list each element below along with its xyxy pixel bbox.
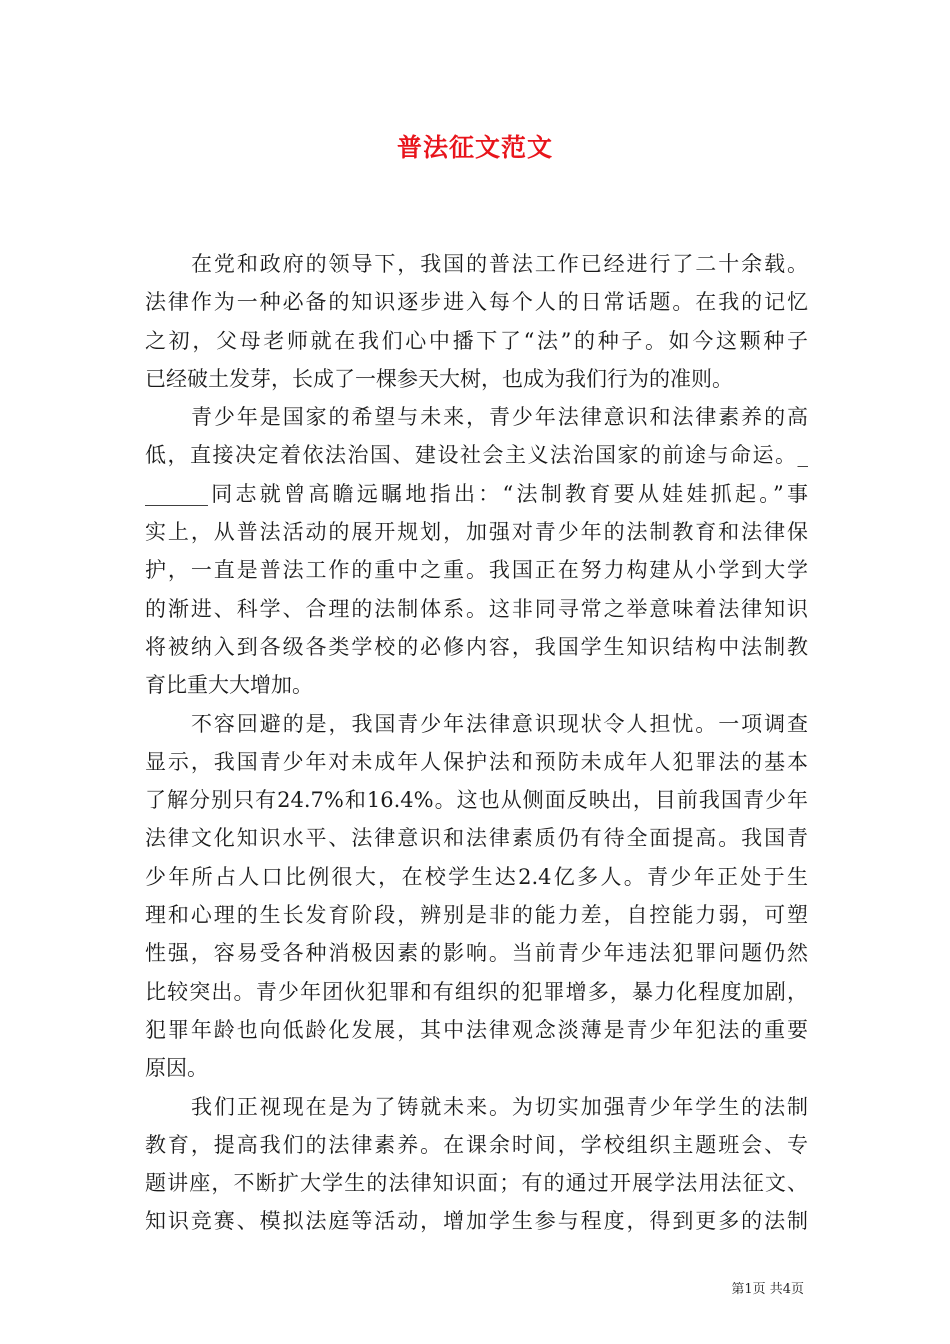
text-line: 低，直接决定着依法治国、建设社会主义法治国家的前途与命运。_ bbox=[145, 443, 808, 468]
text-line: 法律文化知识水平、法律意识和法律素质仍有待全面提高。我国青 bbox=[145, 826, 808, 851]
text-line: 犯罪年龄也向低龄化发展，其中法律观念淡薄是青少年犯法的重要 bbox=[145, 1017, 808, 1042]
text-line: 实上，从普法活动的展开规划，加强对青少年的法制教育和法律保 bbox=[145, 520, 808, 545]
text-line: 性强，容易受各种消极因素的影响。当前青少年违法犯罪问题仍然 bbox=[145, 941, 808, 966]
text-line: 我们正视现在是为了铸就未来。为切实加强青少年学生的法制 bbox=[191, 1094, 808, 1119]
text-line: 的渐进、科学、合理的法制体系。这非同寻常之举意味着法律知识 bbox=[145, 596, 808, 621]
text-line: 教育，提高我们的法律素养。在课余时间，学校组织主题班会、专 bbox=[145, 1132, 808, 1157]
text-line: 之初，父母老师就在我们心中播下了“法”的种子。如今这颗种子 bbox=[145, 328, 808, 353]
text-line: 法律作为一种必备的知识逐步进入每个人的日常话题。在我的记忆 bbox=[145, 290, 808, 315]
text-line: 护，一直是普法工作的重中之重。我国正在努力构建从小学到大学 bbox=[145, 558, 808, 583]
text-line: 不容回避的是，我国青少年法律意识现状令人担忧。一项调查 bbox=[191, 711, 808, 736]
text-line: 理和心理的生长发育阶段，辨别是非的能力差，自控能力弱，可塑 bbox=[145, 903, 808, 928]
text-line: ______同志就曾高瞻远瞩地指出：“法制教育要从娃娃抓起。”事 bbox=[145, 481, 808, 506]
text-line: 在党和政府的领导下，我国的普法工作已经进行了二十余载。 bbox=[191, 252, 808, 276]
page-number: 第1页 共4页 bbox=[731, 1282, 804, 1297]
text-line: 知识竞赛、模拟法庭等活动，增加学生参与程度，得到更多的法制 bbox=[145, 1209, 808, 1234]
text-line: 将被纳入到各级各类学校的必修内容，我国学生知识结构中法制教 bbox=[145, 634, 808, 659]
document-title: 普法征文范文 bbox=[396, 133, 553, 162]
text-line: 了解分别只有24.7%和16.4%。这也从侧面反映出，目前我国青少年 bbox=[145, 788, 808, 813]
text-line: 显示，我国青少年对未成年人保护法和预防未成年人犯罪法的基本 bbox=[145, 749, 808, 774]
text-line: 题讲座，不断扩大学生的法律知识面；有的通过开展学法用法征文、 bbox=[145, 1171, 808, 1196]
text-line: 已经破土发芽，长成了一棵参天大树，也成为我们行为的准则。 bbox=[145, 366, 733, 391]
document-body bbox=[145, 245, 808, 1241]
text-line: 原因。 bbox=[145, 1056, 208, 1081]
text-line: 青少年是国家的希望与未来，青少年法律意识和法律素养的高 bbox=[191, 405, 808, 430]
text-line: 比较突出。青少年团伙犯罪和有组织的犯罪增多，暴力化程度加剧， bbox=[145, 979, 808, 1004]
text-line: 育比重大大增加。 bbox=[145, 673, 313, 698]
text-line: 少年所占人口比例很大，在校学生达2.4亿多人。青少年正处于生 bbox=[145, 864, 808, 889]
